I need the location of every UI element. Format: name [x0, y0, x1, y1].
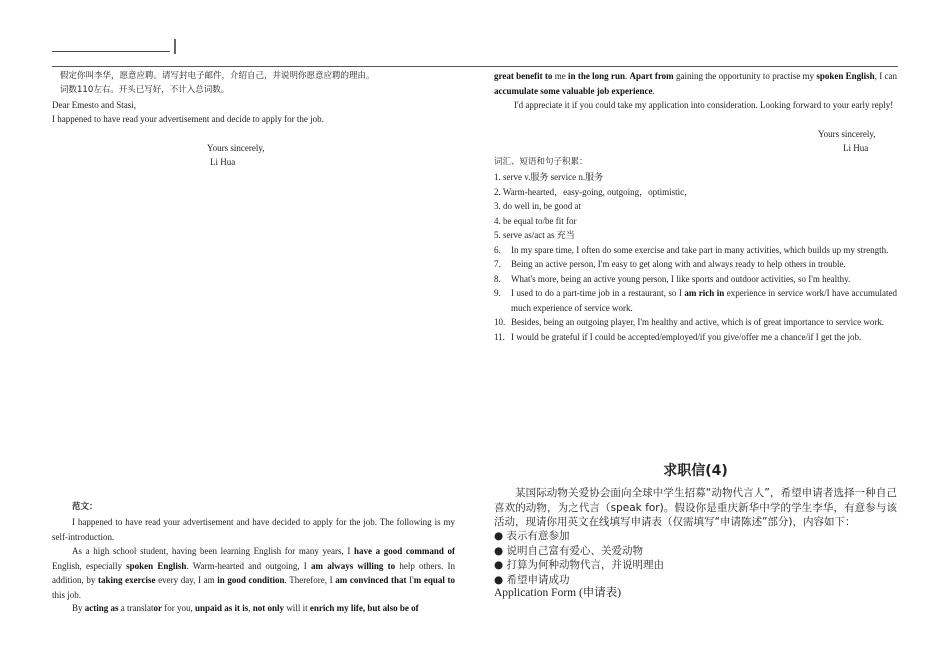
list-item: 3. do well in, be good at — [494, 201, 581, 211]
top-rule — [52, 66, 898, 67]
bullet-icon: ● — [494, 573, 507, 586]
list-item: 1. serve v.服务 service n.服务 — [494, 172, 604, 182]
list-item: ● 表示有意参加 — [494, 530, 570, 542]
sample-title: 范文： — [72, 502, 98, 512]
letter-signature: Li Hua — [210, 157, 236, 167]
section-intro: 某国际动物关爱协会面向全球中学生招募“动物代言人”，希望申请者选择一种自己喜欢的动物，为之代言（speak for)。假设你是重庆新华中学的学生李华，有意参与该活动，现请你用英文在线填写申请表（仅需填写“申请陈述”部分)，内容如下： — [494, 487, 897, 528]
list-item: 10. Besides, being an outgoing player, I'm healthy and active, which is of great importance to service work. — [494, 317, 885, 327]
sample-continuation-2: I'd appreciate it if you could take my application into consideration. Looking forward to your early reply! — [514, 100, 894, 110]
sample-continuation-1: great benefit to me in the long run. Apart from gaining the opportunity to practise my spoken English, I can accumulate some valuable job experience. — [494, 71, 898, 96]
prompt-line-2: 词数110左右。开头已写好，不计入总词数。 — [60, 85, 230, 95]
vocab-title: 词汇、短语和句子积累： — [494, 157, 588, 167]
letter-greeting: Dear Emesto and Stasi, — [52, 100, 136, 110]
list-item: 6. In my spare time, I often do some exercise and take part in many activities, which builds up my strength. — [494, 244, 889, 255]
list-item: 4. be equal to/be fit for — [494, 215, 577, 226]
sample-paragraph-3: By acting as a translator for you, unpaid as it is, not only will it enrich my life, but also be of — [72, 603, 419, 613]
list-item: 8. What's more, being an active young person, I like sports and outdoor activities, so I'm healthy. — [494, 273, 851, 284]
list-item: 5. serve as/act as 充当 — [494, 230, 575, 240]
header-marker — [174, 39, 176, 54]
sample-closing: Yours sincerely, — [818, 129, 876, 139]
list-item: 9. I used to do a part-time job in a restaurant, so I am rich in experience in service work/I have accumulated much experience of service work. — [494, 288, 897, 313]
sample-paragraph-2: As a high school student, having been learning English for many years, I have a good command of English, especially spoken English. Warm-hearted and outgoing, I am always willing to help others. In addition, by taking exercise every day, I am in good condition. Therefore, I am convinced that I'm equal to this job. — [52, 546, 456, 600]
list-item: ● 说明自己富有爱心、关爱动物 — [494, 544, 643, 557]
form-label: Application Form (申请表) — [494, 587, 622, 599]
sample-signature: Li Hua — [843, 143, 869, 153]
prompt-line-1: 假定你叫李华，愿意应聘。请写封电子邮件，介绍自己，并说明你愿意应聘的理由。 — [60, 71, 375, 81]
list-item: ● 希望申请成功 — [494, 573, 570, 586]
list-item: 2. Warm-hearted，easy-going, outgoing，optimistic， — [494, 186, 694, 197]
letter-closing: Yours sincerely, — [207, 143, 265, 153]
letter-opening: I happened to have read your advertisement and decide to apply for the job. — [52, 114, 324, 124]
bullet-icon: ● — [494, 559, 507, 571]
list-item: 7. Being an active person, I'm easy to get along with and always ready to help others in trouble. — [494, 259, 846, 269]
list-item: ● 打算为何种动物代言，并说明理由 — [494, 559, 664, 571]
vocab-list — [494, 170, 897, 344]
requirement-list — [494, 529, 664, 587]
header-underline — [52, 51, 170, 52]
section-title: 求职信(4) — [663, 463, 728, 479]
sample-paragraph-1: I happened to have read your advertisement and have decided to apply for the job. The following is my self-introduction. — [52, 517, 455, 542]
list-item: 11. I would be grateful if I could be accepted/employed/if you give/offer me a chance/if I get the job. — [494, 331, 862, 342]
bullet-icon: ● — [494, 544, 507, 557]
bullet-icon: ● — [494, 530, 507, 542]
